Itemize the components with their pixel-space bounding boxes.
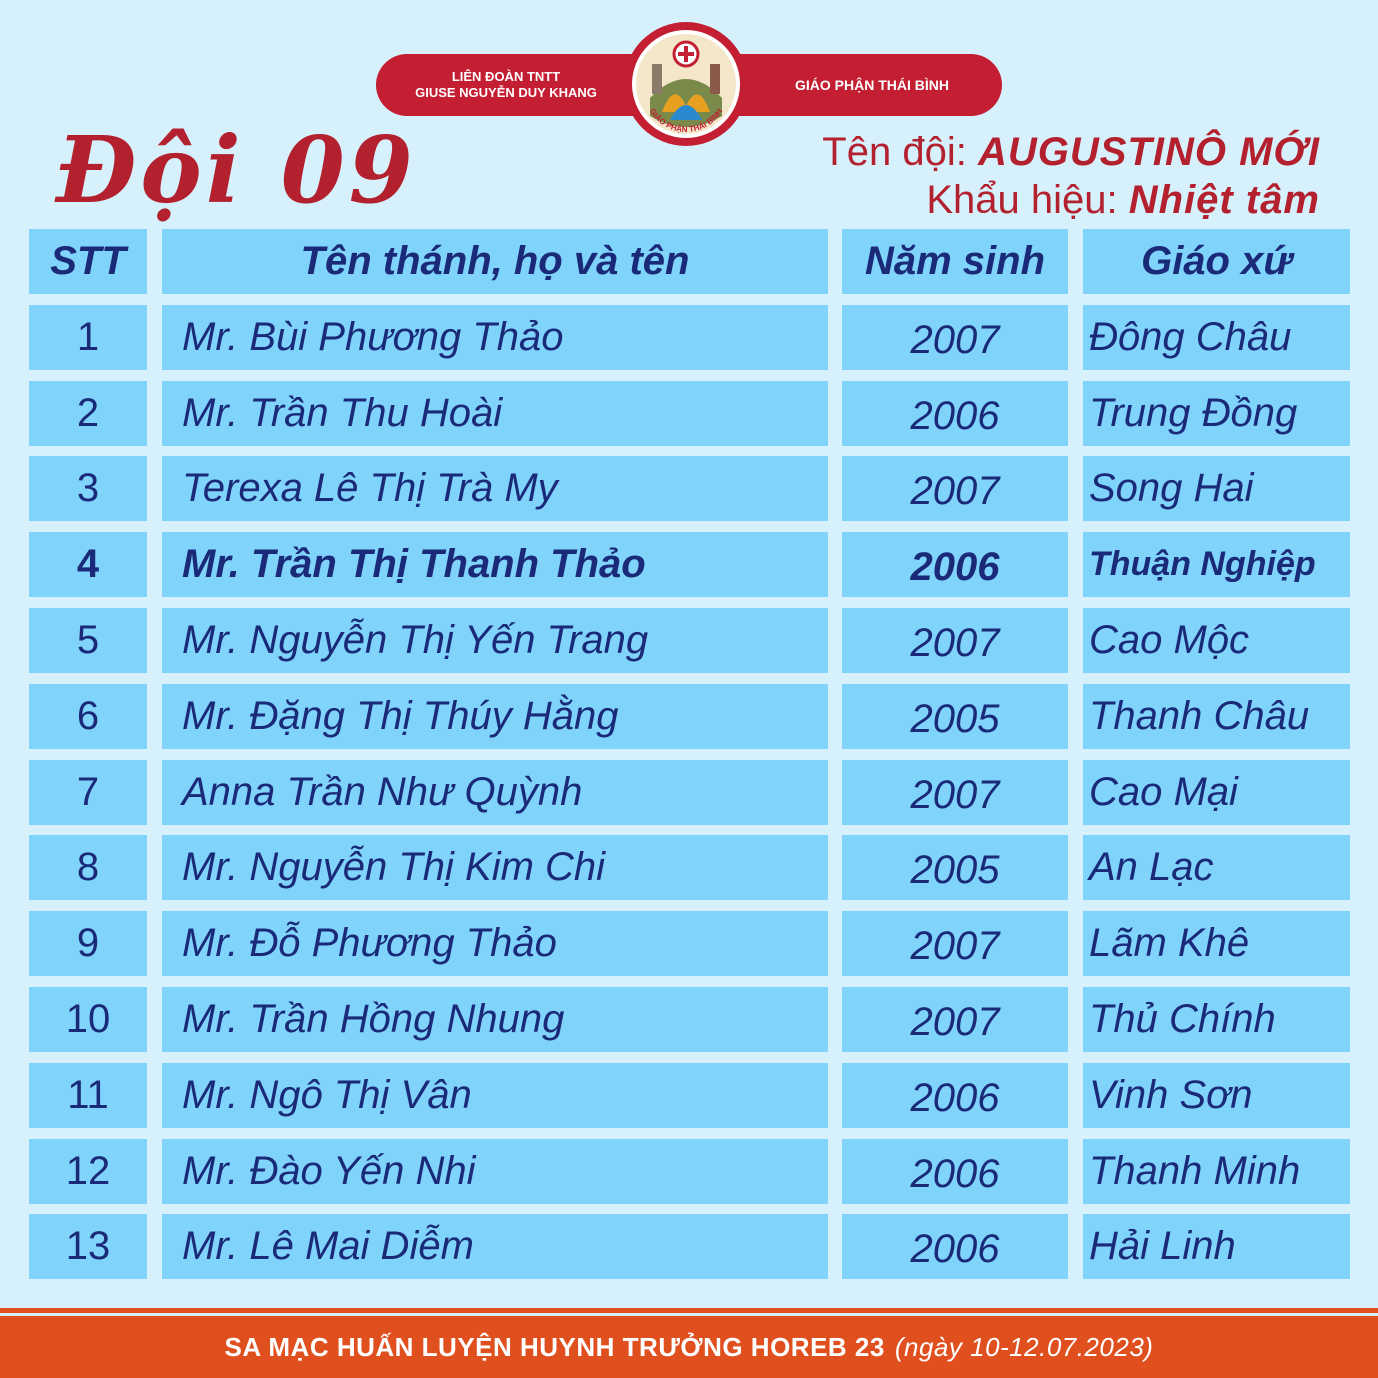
cell-parish: Thanh Châu bbox=[1083, 684, 1350, 749]
cell-stt: 13 bbox=[29, 1214, 147, 1279]
cell-parish: Hải Linh bbox=[1083, 1214, 1350, 1279]
cell-birth-year: 2006 bbox=[842, 532, 1068, 597]
header-stt: STT bbox=[29, 229, 147, 294]
cell-birth-year: 2005 bbox=[842, 835, 1068, 900]
header-birth-year: Năm sinh bbox=[842, 229, 1068, 294]
cell-stt: 8 bbox=[29, 835, 147, 900]
cell-parish: Song Hai bbox=[1083, 456, 1350, 521]
cell-birth-year: 2005 bbox=[842, 684, 1068, 749]
cell-stt: 1 bbox=[29, 305, 147, 370]
cell-name: Mr. Nguyễn Thị Kim Chi bbox=[162, 835, 828, 900]
team-name-label: Tên đội: bbox=[822, 130, 978, 174]
cell-parish: Đông Châu bbox=[1083, 305, 1350, 370]
cell-name: Mr. Nguyễn Thị Yến Trang bbox=[162, 608, 828, 673]
team-number: Đội 09 bbox=[56, 116, 417, 224]
footer-bar bbox=[0, 1316, 1378, 1378]
footer-date: (ngày 10-12.07.2023) bbox=[894, 1331, 1154, 1362]
cell-parish: Trung Đồng bbox=[1083, 381, 1350, 446]
header-name: Tên thánh, họ và tên bbox=[162, 229, 828, 294]
cell-birth-year: 2007 bbox=[842, 608, 1068, 673]
federation-emblem-logo bbox=[622, 20, 750, 148]
cell-stt: 10 bbox=[29, 987, 147, 1052]
diocese-name: GIÁO PHẬN THÁI BÌNH bbox=[795, 77, 949, 93]
header-parish: Giáo xứ bbox=[1083, 229, 1350, 294]
team-slogan-label: Khẩu hiệu: bbox=[926, 178, 1129, 222]
cell-name: Mr. Bùi Phương Thảo bbox=[162, 305, 828, 370]
cell-name: Anna Trần Như Quỳnh bbox=[162, 760, 828, 825]
cell-birth-year: 2006 bbox=[842, 1214, 1068, 1279]
cell-parish: Thuận Nghiệp bbox=[1083, 532, 1350, 597]
cell-name: Mr. Trần Thu Hoài bbox=[162, 381, 828, 446]
cell-birth-year: 2006 bbox=[842, 381, 1068, 446]
cell-parish: An Lạc bbox=[1083, 835, 1350, 900]
cell-name: Mr. Đào Yến Nhi bbox=[162, 1139, 828, 1204]
cell-parish: Thủ Chính bbox=[1083, 987, 1350, 1052]
team-slogan-value: Nhiệt tâm bbox=[1128, 178, 1320, 222]
cell-birth-year: 2006 bbox=[842, 1063, 1068, 1128]
emblem-text: GIÁO PHẬN THÁI BÌNH bbox=[647, 107, 725, 135]
federation-line1: LIÊN ĐOÀN TNTT bbox=[451, 69, 561, 84]
federation-line2: GIUSE NGUYỄN DUY KHANG bbox=[415, 85, 597, 100]
footer-divider bbox=[0, 1308, 1378, 1313]
cell-stt: 7 bbox=[29, 760, 147, 825]
cell-name: Mr. Lê Mai Diễm bbox=[162, 1214, 828, 1279]
cell-stt: 4 bbox=[29, 532, 147, 597]
team-name-line bbox=[822, 128, 1320, 176]
cell-stt: 11 bbox=[29, 1063, 147, 1128]
cell-stt: 6 bbox=[29, 684, 147, 749]
cell-stt: 2 bbox=[29, 381, 147, 446]
cell-stt: 3 bbox=[29, 456, 147, 521]
cell-stt: 5 bbox=[29, 608, 147, 673]
federation-name bbox=[376, 54, 636, 116]
cell-stt: 9 bbox=[29, 911, 147, 976]
cell-birth-year: 2007 bbox=[842, 760, 1068, 825]
cell-parish: Vinh Sơn bbox=[1083, 1063, 1350, 1128]
team-slogan-line bbox=[822, 176, 1320, 224]
cell-name: Mr. Đỗ Phương Thảo bbox=[162, 911, 828, 976]
cell-parish: Lãm Khê bbox=[1083, 911, 1350, 976]
cell-birth-year: 2007 bbox=[842, 987, 1068, 1052]
cell-birth-year: 2007 bbox=[842, 305, 1068, 370]
cell-name: Mr. Trần Thị Thanh Thảo bbox=[162, 532, 828, 597]
footer-title: SA MẠC HUẤN LUYỆN HUYNH TRƯỞNG HOREB 23 bbox=[224, 1331, 885, 1362]
cell-name: Mr. Đặng Thị Thúy Hằng bbox=[162, 684, 828, 749]
team-info bbox=[822, 128, 1320, 224]
cell-name: Terexa Lê Thị Trà My bbox=[162, 456, 828, 521]
cell-birth-year: 2007 bbox=[842, 911, 1068, 976]
cell-parish: Cao Mại bbox=[1083, 760, 1350, 825]
cell-name: Mr. Ngô Thị Vân bbox=[162, 1063, 828, 1128]
cell-birth-year: 2007 bbox=[842, 456, 1068, 521]
cell-name: Mr. Trần Hồng Nhung bbox=[162, 987, 828, 1052]
cell-parish: Cao Mộc bbox=[1083, 608, 1350, 673]
cell-birth-year: 2006 bbox=[842, 1139, 1068, 1204]
team-name-value: AUGUSTINÔ MỚI bbox=[977, 130, 1320, 174]
cell-parish: Thanh Minh bbox=[1083, 1139, 1350, 1204]
cell-stt: 12 bbox=[29, 1139, 147, 1204]
